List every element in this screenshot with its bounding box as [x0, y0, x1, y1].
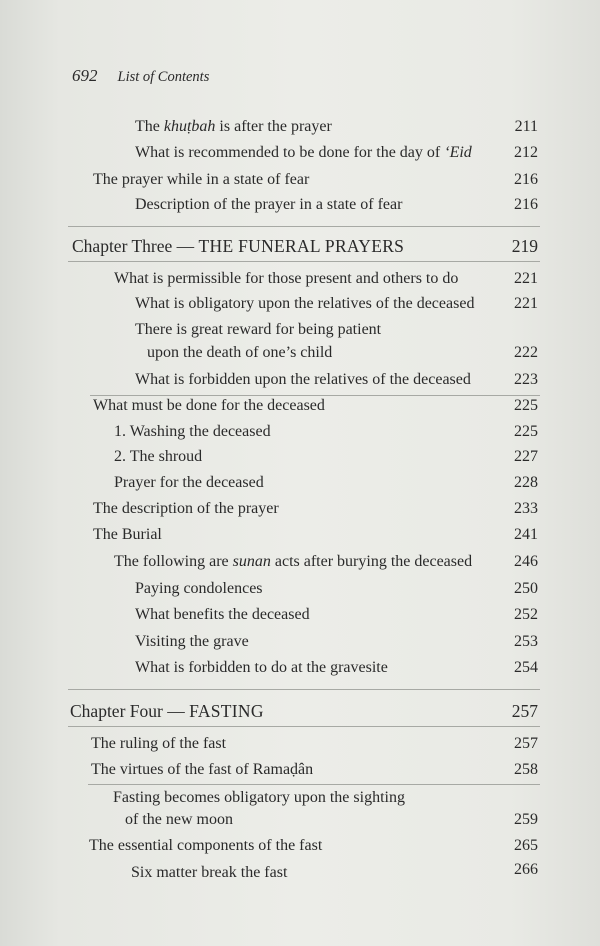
- section-divider: [68, 689, 540, 690]
- section-divider: [68, 726, 540, 727]
- toc-page-number: 216: [514, 196, 538, 213]
- toc-page-number: 212: [514, 144, 538, 161]
- running-title: List of Contents: [117, 69, 210, 85]
- chapter-heading: Chapter Four — FASTING: [70, 701, 264, 721]
- toc-page-number: 233: [514, 500, 538, 517]
- toc-page-number: 246: [514, 553, 538, 570]
- toc-page-number: 228: [514, 474, 538, 491]
- toc-entry: 1. Washing the deceased: [114, 423, 271, 440]
- section-divider: [90, 395, 540, 396]
- toc-page-number: 225: [514, 423, 538, 440]
- toc-entry: Prayer for the deceased: [114, 474, 264, 491]
- toc-entry: Six matter break the fast: [131, 864, 288, 881]
- toc-page-number: 257: [511, 701, 538, 721]
- toc-entry: What is permissible for those present and others to do: [114, 270, 459, 287]
- toc-entry: The description of the prayer: [93, 500, 279, 517]
- toc-entry: There is great reward for being patient: [135, 321, 382, 338]
- toc-page-number: 211: [514, 118, 538, 135]
- toc-entry: Description of the prayer in a state of fear: [135, 196, 403, 213]
- toc-entry: Paying condolences: [135, 580, 263, 597]
- toc-page-number: 258: [514, 761, 538, 778]
- toc-page-number: 250: [514, 580, 538, 597]
- chapter-heading: Chapter Three — THE FUNERAL PRAYERS: [72, 236, 405, 256]
- toc-entry: The essential components of the fast: [89, 837, 323, 854]
- page-number: 692: [72, 66, 98, 85]
- toc-entry: What is forbidden upon the relatives of the deceased: [135, 371, 471, 388]
- toc-entry: What is obligatory upon the relatives of the deceased: [135, 295, 475, 312]
- toc-entry: The virtues of the fast of Ramaḍân: [91, 761, 314, 778]
- section-divider: [68, 226, 540, 227]
- toc-entry: Visiting the grave: [135, 633, 249, 650]
- toc-page-number: 241: [514, 526, 538, 543]
- toc-page-number: 216: [514, 171, 538, 188]
- toc-entry: upon the death of one’s child: [147, 344, 333, 361]
- section-divider: [88, 784, 540, 785]
- toc-entry: The following are sunan acts after burying the deceased: [114, 553, 473, 570]
- toc-page-number: 253: [514, 633, 538, 650]
- toc-page-number: 257: [514, 735, 538, 752]
- toc-page-number: 227: [514, 448, 538, 465]
- section-divider: [68, 261, 540, 262]
- toc-entry: What is forbidden to do at the gravesite: [135, 659, 388, 676]
- toc-page-number: 225: [514, 397, 538, 414]
- toc-entry: What is recommended to be done for the day of ‘Eid: [135, 144, 472, 161]
- toc-page-number: 259: [514, 811, 538, 828]
- toc-page-number: 221: [514, 270, 538, 287]
- toc-entry: The ruling of the fast: [91, 735, 227, 752]
- toc-page-number: 265: [514, 837, 538, 854]
- toc-entry: of the new moon: [125, 811, 233, 828]
- running-header: [72, 66, 209, 86]
- toc-page-number: 219: [511, 236, 538, 256]
- toc-entry: The khuṭbah is after the prayer: [135, 118, 332, 135]
- toc-page-number: 266: [514, 861, 538, 878]
- toc-entry: The Burial: [93, 526, 162, 543]
- toc-entry: What benefits the deceased: [135, 606, 310, 623]
- toc-page-number: 223: [514, 371, 538, 388]
- toc-page-number: 252: [514, 606, 538, 623]
- toc-page-number: 222: [514, 344, 538, 361]
- toc-entry: Fasting becomes obligatory upon the sighting: [113, 789, 405, 806]
- toc-entry: What must be done for the deceased: [93, 397, 325, 414]
- toc-entry: 2. The shroud: [114, 448, 203, 465]
- toc-page-number: 221: [514, 295, 538, 312]
- toc-entry: The prayer while in a state of fear: [93, 171, 310, 188]
- toc-page-number: 254: [514, 659, 538, 676]
